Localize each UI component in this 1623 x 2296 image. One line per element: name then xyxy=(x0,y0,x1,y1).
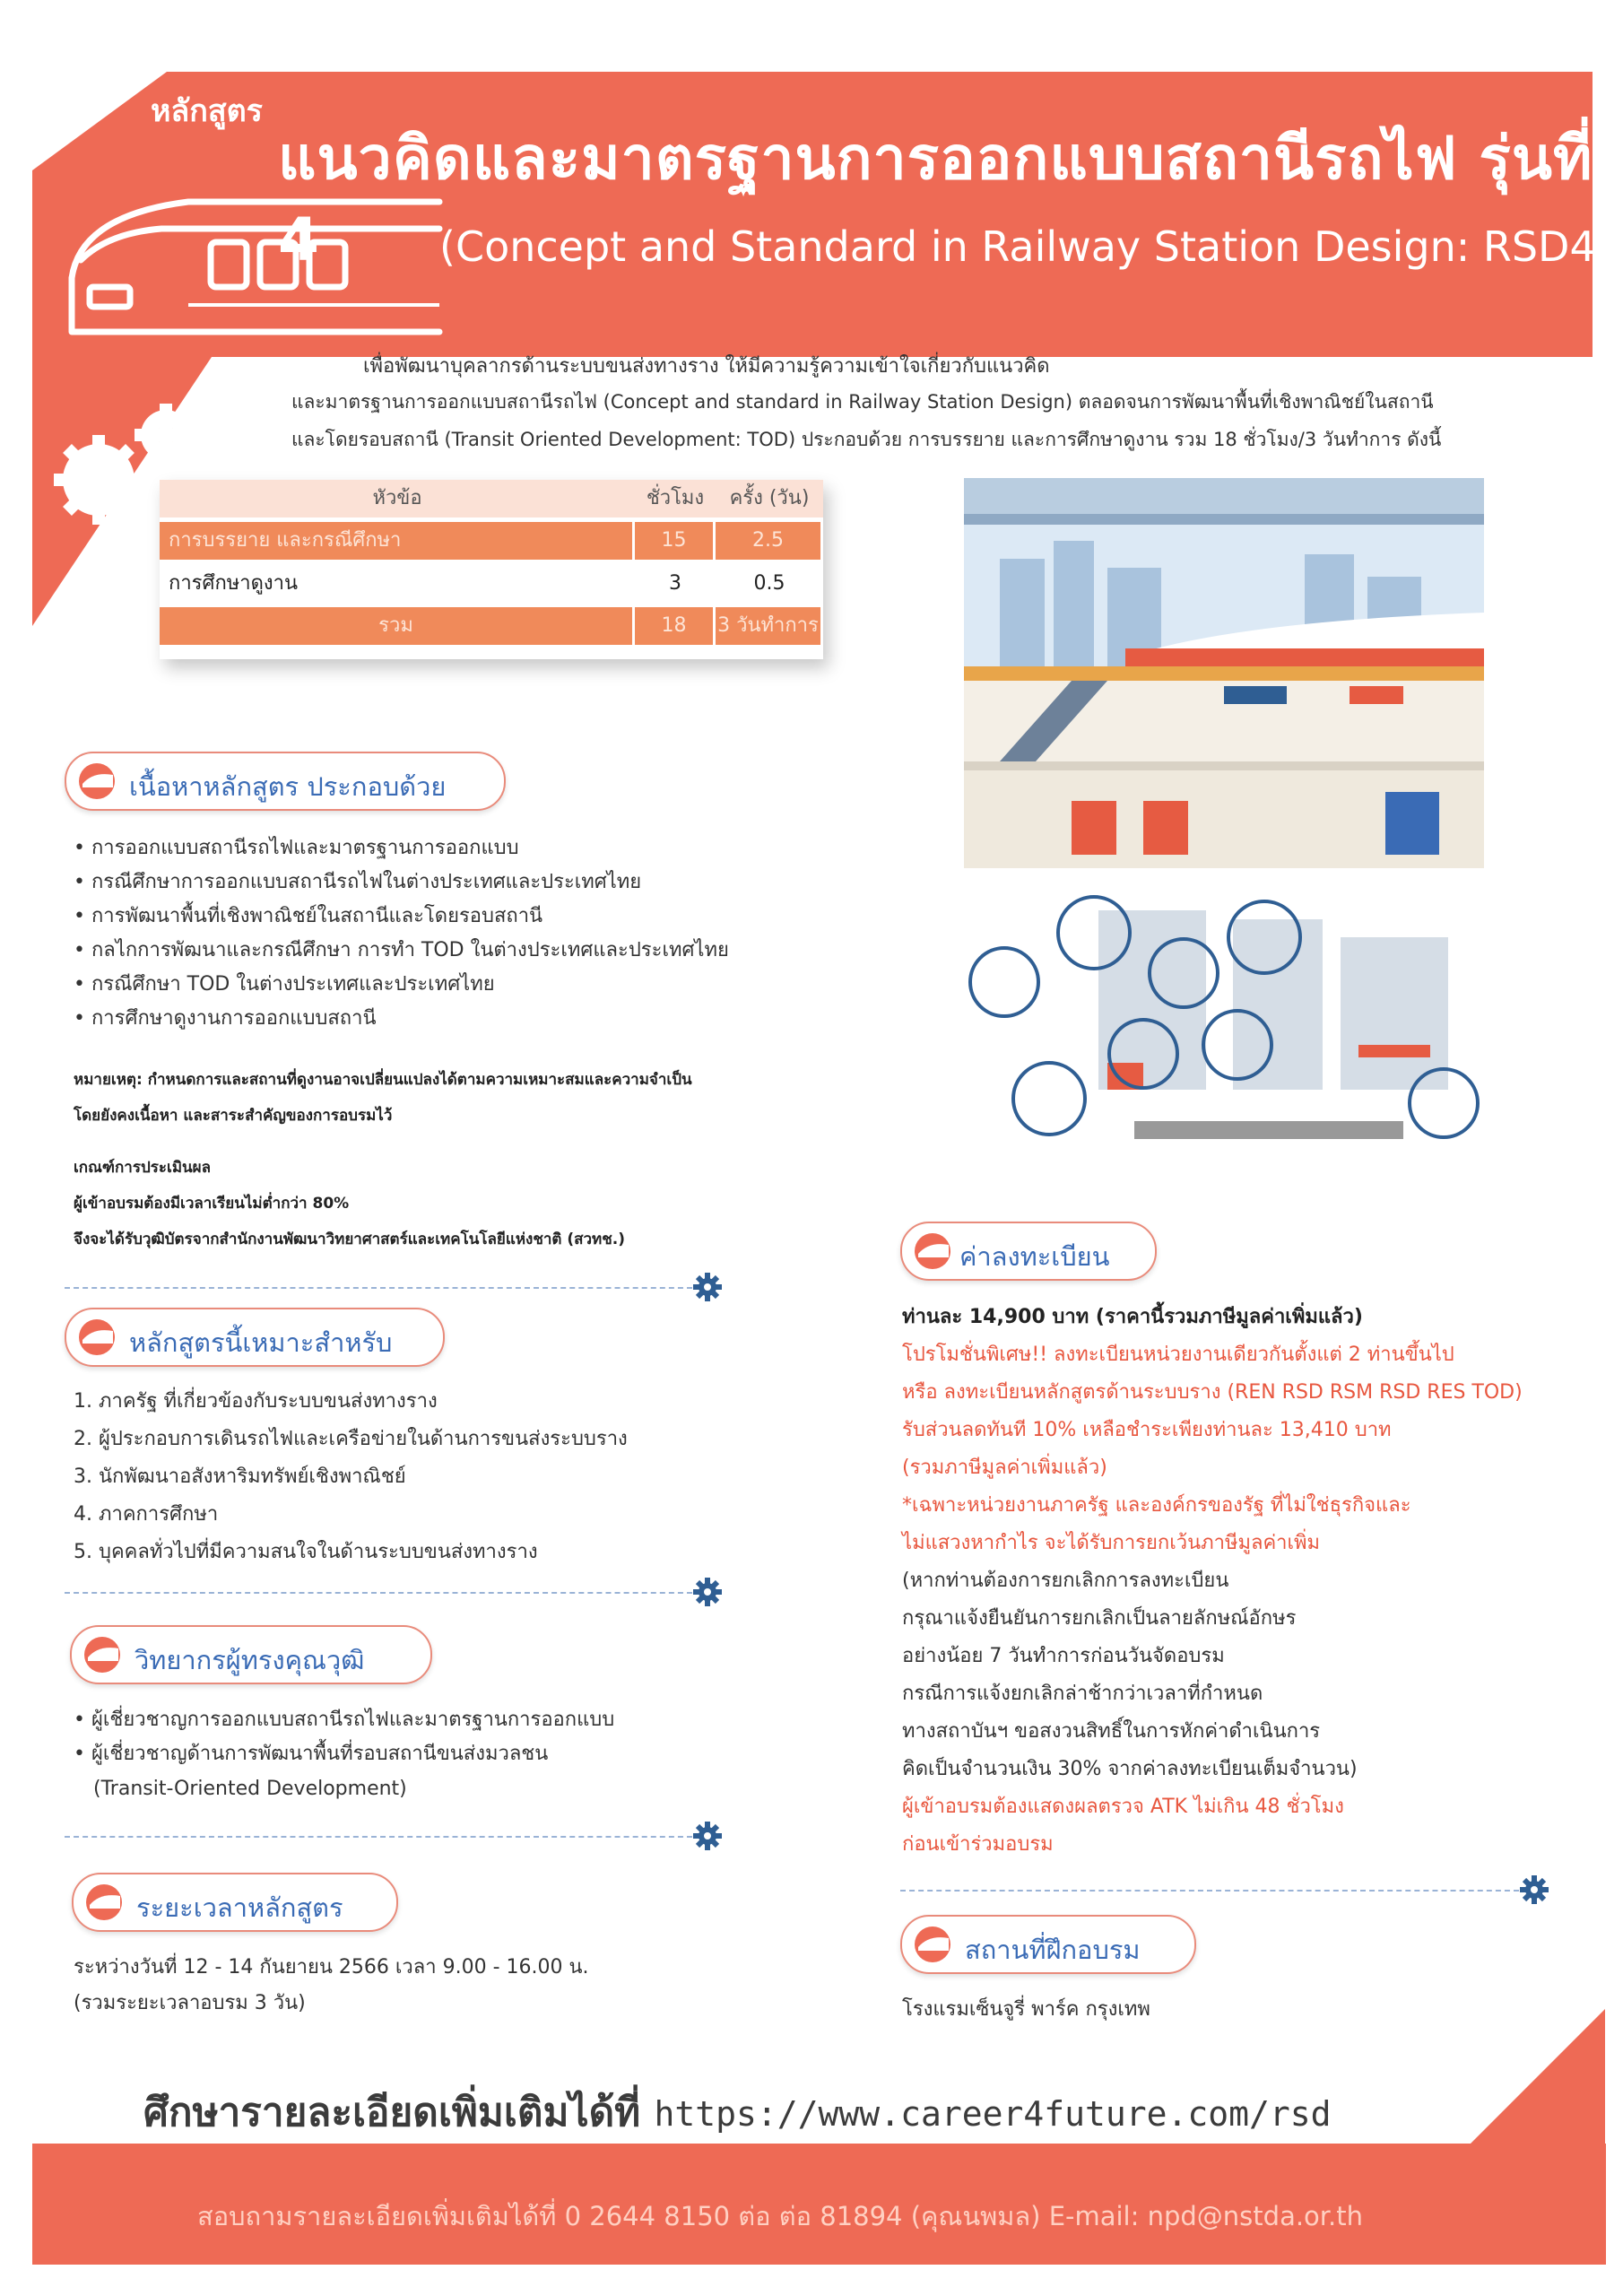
course-subtitle: (Concept and Standard in Railway Station Design: RSD4) xyxy=(439,222,1612,271)
train-badge-icon xyxy=(84,1883,124,1921)
table-row xyxy=(160,565,823,603)
gear-icon xyxy=(692,1821,723,1851)
table-header-row xyxy=(160,480,823,517)
section-header-speakers xyxy=(70,1625,432,1684)
fee-promo-line: รับส่วนลดทันที 10% เหลือชำระเพียงท่านละ 13,410 บาท xyxy=(902,1419,1392,1441)
tod-illustration xyxy=(964,883,1484,1161)
table-cell: การศึกษาดูงาน xyxy=(169,572,299,595)
contact-info: สอบถามรายละเอียดเพิ่มเติมได้ที่ 0 2644 8150 ต่อ ต่อ 81894 (คุณนพมล) E-mail: npd@nstda.or.th xyxy=(197,2201,1364,2231)
speaker-tod-note: (Transit-Oriented Development) xyxy=(93,1778,407,1800)
fee-price: ท่านละ 14,900 บาท (ราคานี้รวมภาษีมูลค่าเพิ่มแล้ว) xyxy=(902,1306,1363,1328)
fee-promo-line: โปรโมชั่นพิเศษ!! ลงทะเบียนหน่วยงานเดียวกันตั้งแต่ 2 ท่านขึ้นไป xyxy=(902,1344,1454,1366)
fee-atk-line: ก่อนเข้าร่วมอบรม xyxy=(902,1833,1054,1856)
course-label: หลักสูตร xyxy=(151,93,263,129)
note-line-2: โดยยังคงเนื้อหา และสาระสำคัญของการอบรมไว้ xyxy=(74,1107,393,1125)
list-item: 3. นักพัฒนาอสังหาริมทรัพย์เชิงพาณิชย์ xyxy=(74,1465,406,1488)
section-header-content xyxy=(65,752,506,811)
evaluation-line-2: จึงจะได้รับวุฒิบัตรจากสำนักงานพัฒนาวิทยาศาสตร์และเทคโนโลยีแห่งชาติ (สวทช.) xyxy=(74,1231,626,1248)
fee-promo-line: (รวมภาษีมูลค่าเพิ่มแล้ว) xyxy=(902,1457,1107,1479)
list-item: • กรณีศึกษาการออกแบบสถานีรถไฟในต่างประเทศและประเทศไทย xyxy=(74,865,729,900)
fee-cancel-line: ทางสถาบันฯ ขอสงวนสิทธิ์ในการหักค่าดำเนินการ xyxy=(902,1720,1321,1743)
content-list xyxy=(74,831,729,1036)
list-item: • การออกแบบสถานีรถไฟและมาตรฐานการออกแบบ xyxy=(74,831,729,865)
list-item: 5. บุคคลทั่วไปที่มีความสนใจในด้านระบบขนส่งทางราง xyxy=(74,1541,538,1563)
duration-line-1: ระหว่างวันที่ 12 - 14 กันยายน 2566 เวลา 9.00 - 16.00 น. xyxy=(74,1956,589,1979)
fee-cancel xyxy=(902,1562,1358,1788)
list-item: • การพัฒนาพื้นที่เชิงพาณิชย์ในสถานีและโดยรอบสถานี xyxy=(74,900,729,934)
section-header-venue xyxy=(900,1915,1196,1974)
train-badge-icon xyxy=(77,1318,117,1356)
train-badge-icon xyxy=(913,1232,952,1270)
fee-promo-line: *เฉพาะหน่วยงานภาครัฐ และองค์กรของรัฐ ที่ไม่ใช่ธุรกิจและ xyxy=(902,1494,1411,1517)
fee-promo-line: ไม่แสวงหากำไร จะได้รับการยกเว้นภาษีมูลค่าเพิ่ม xyxy=(902,1532,1321,1554)
fee-cancel-line: กรุณาแจ้งยืนยันการยกเลิกเป็นลายลักษณ์อักษร xyxy=(902,1607,1297,1630)
train-badge-icon xyxy=(77,762,117,800)
fee-atk-line: ผู้เข้าอบรมต้องแสดงผลตรวจ ATK ไม่เกิน 48 ชั่วโมง xyxy=(902,1796,1344,1818)
intro-line-3: และโดยรอบสถานี (Transit Oriented Development: TOD) ประกอบด้วย การบรรยาย และการศึกษาดูงาน รวม 18 ชั่วโมง/3 วันทำการ ดังนี้ xyxy=(291,429,1442,450)
list-item: • กลไกการพัฒนาและกรณีศึกษา การทำ TOD ในต่างประเทศและประเทศไทย xyxy=(74,934,729,968)
header-corner-cut xyxy=(32,72,167,170)
section-title: ค่าลงทะเบียน xyxy=(959,1241,1110,1272)
section-header-duration xyxy=(72,1873,398,1932)
list-item: 4. ภาคการศึกษา xyxy=(74,1503,219,1526)
list-item: 2. ผู้ประกอบการเดินรถไฟและเครือข่ายในด้านการขนส่งระบบราง xyxy=(74,1428,628,1450)
table-header-days: ครั้ง (วัน) xyxy=(716,480,823,517)
divider xyxy=(65,1836,692,1838)
section-title: เนื้อหาหลักสูตร ประกอบด้วย xyxy=(129,771,447,802)
fee-promo-line: หรือ ลงทะเบียนหลักสูตรด้านระบบราง (REN RSD RSM RSD RES TOD) xyxy=(902,1381,1523,1404)
venue-place: โรงแรมเซ็นจูรี่ พาร์ค กรุงเทพ xyxy=(902,1998,1150,2021)
gear-icon xyxy=(1519,1874,1549,1905)
section-header-fee xyxy=(900,1222,1157,1281)
table-row xyxy=(160,607,823,645)
section-title: สถานที่ฝึกอบรม xyxy=(965,1935,1141,1965)
note-line-1: หมายเหตุ: กำหนดการและสถานที่ดูงานอาจเปลี่ยนแปลงได้ตามความเหมาะสมและความจำเป็น xyxy=(74,1071,692,1089)
speaker-list xyxy=(74,1703,614,1771)
table-cell: 3 xyxy=(669,572,681,595)
website-link[interactable]: https://www.career4future.com/rsd xyxy=(654,2094,1332,2134)
evaluation-line-1: ผู้เข้าอบรมต้องมีเวลาเรียนไม่ต่ำกว่า 80% xyxy=(74,1195,350,1213)
list-item: • ผู้เชี่ยวชาญด้านการพัฒนาพื้นที่รอบสถานีขนส่งมวลชน xyxy=(74,1737,614,1771)
more-info xyxy=(143,2081,1332,2144)
evaluation-title: เกณฑ์การประเมินผล xyxy=(74,1159,212,1177)
divider xyxy=(65,1592,692,1594)
fee-cancel-line: กรณีการแจ้งยกเลิกล่าช้ากว่าเวลาที่กำหนด xyxy=(902,1683,1263,1705)
fee-cancel-line: อย่างน้อย 7 วันทำการก่อนวันจัดอบรม xyxy=(902,1645,1225,1667)
hours-table xyxy=(160,480,823,659)
table-header-topic: หัวข้อ xyxy=(160,480,635,517)
audience-list xyxy=(74,1383,628,1571)
list-item: • ผู้เชี่ยวชาญการออกแบบสถานีรถไฟและมาตรฐานการออกแบบ xyxy=(74,1703,614,1737)
table-cell: รวม xyxy=(160,607,635,645)
table-cell: การบรรยาย และกรณีศึกษา xyxy=(160,522,635,560)
table-cell: 18 xyxy=(635,607,716,645)
divider xyxy=(65,1287,692,1289)
section-header-audience xyxy=(65,1308,445,1367)
intro-line-1: เพื่อพัฒนาบุคลากรด้านระบบขนส่งทางราง ให้มีความรู้ความเข้าใจเกี่ยวกับแนวคิด xyxy=(363,355,1050,378)
table-cell: 3 วันทำการ xyxy=(716,607,823,645)
section-title: วิทยากรผู้ทรงคุณวุฒิ xyxy=(135,1645,365,1675)
footer-wedge-shape xyxy=(1426,2009,1605,2152)
fee-cancel-line: (หากท่านต้องการยกเลิกการลงทะเบียน xyxy=(902,1570,1229,1592)
duration-line-2: (รวมระยะเวลาอบรม 3 วัน) xyxy=(74,1992,306,2014)
list-item: • กรณีศึกษา TOD ในต่างประเทศและประเทศไทย xyxy=(74,968,729,1002)
fee-promo xyxy=(902,1336,1523,1562)
divider xyxy=(900,1890,1519,1892)
table-cell: 15 xyxy=(635,522,716,560)
gear-icon xyxy=(692,1272,723,1302)
list-item: • การศึกษาดูงานการออกแบบสถานี xyxy=(74,1002,729,1036)
station-illustration xyxy=(964,478,1484,868)
fee-atk xyxy=(902,1788,1344,1864)
course-title: แนวคิดและมาตรฐานการออกแบบสถานีรถไฟ รุ่นที่ 4 xyxy=(278,124,1593,274)
section-title: ระยะเวลาหลักสูตร xyxy=(136,1892,343,1923)
table-header-hours: ชั่วโมง xyxy=(635,480,716,517)
intro-line-2: และมาตรฐานการออกแบบสถานีรถไฟ (Concept and standard in Railway Station Design) ตลอดจนการพัฒนาพื้นที่เชิงพาณิชย์ในสถานี xyxy=(291,391,1434,413)
gear-icon xyxy=(692,1577,723,1607)
table-cell: 0.5 xyxy=(753,572,785,595)
more-info-label: ศึกษารายละเอียดเพิ่มเติมได้ที่ xyxy=(143,2090,641,2135)
train-icon xyxy=(54,179,448,359)
list-item: 1. ภาครัฐ ที่เกี่ยวข้องกับระบบขนส่งทางราง xyxy=(74,1390,438,1413)
table-cell: 2.5 xyxy=(716,522,823,560)
train-badge-icon xyxy=(913,1926,952,1963)
train-badge-icon xyxy=(82,1636,122,1674)
fee-cancel-line: คิดเป็นจำนวนเงิน 30% จากค่าลงทะเบียนเต็มจำนวน) xyxy=(902,1758,1358,1780)
section-title: หลักสูตรนี้เหมาะสำหรับ xyxy=(129,1327,393,1358)
table-row xyxy=(160,522,823,560)
